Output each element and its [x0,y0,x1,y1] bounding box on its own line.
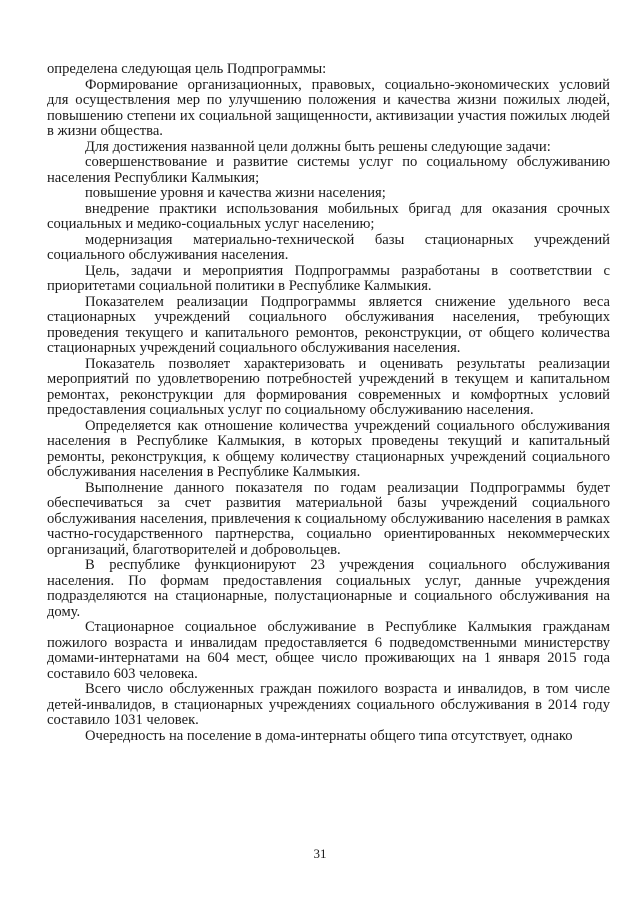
paragraph: Цель, задачи и мероприятия Подпрограммы разработаны в соответствии с приоритетами социальной политики в Республике Калмыкия. [47,262,610,294]
paragraph: В республике функционируют 23 учреждения социального обслуживания населения. По формам предоставления социальных услуг, данные учреждения подразделяются на стационарные, полустационарные и социального обслуживания на дому. [47,557,610,620]
paragraph: Показатель позволяет характеризовать и оценивать результаты реализации мероприятий по удовлетворению потребностей учреждений в текущем и капитальном ремонтах, реконструкции для формирования современных и комфортных условий предоставления социальных услуг по социальному обслуживанию населения. [47,355,610,418]
paragraph: Всего число обслуженных граждан пожилого возраста и инвалидов, в том числе детей-инвалидов, в стационарных учреждениях социального обслуживания в 2014 году составило 1031 человек. [47,681,610,728]
paragraph: определена следующая цель Подпрограммы: [47,61,327,77]
paragraph: Стационарное социальное обслуживание в Республике Калмыкия гражданам пожилого возраста и инвалидам предоставляется 6 подведомственными министерству домами-интернатами на 604 мест, общее число проживающих на 1 января 2015 года составило 603 человека. [47,619,610,682]
page-number: 31 [313,846,327,861]
paragraph: модернизация материально-технической базы стационарных учреждений социального обслуживания населения. [47,231,610,263]
paragraph: внедрение практики использования мобильных бригад для оказания срочных социальных и медико-социальных услуг населению; [47,200,610,232]
paragraph: повышение уровня и качества жизни населения; [85,185,386,201]
paragraph: Показателем реализации Подпрограммы является снижение удельного веса стационарных учреждений социального обслуживания населения, требующих проведения текущего и капитального ремонтов, реконструкции, от общего количества стационарных учреждений социального обслуживания населения. [47,293,610,356]
paragraph: Для достижения названной цели должны быть решены следующие задачи: [85,138,551,155]
paragraph: Формирование организационных, правовых, социально-экономических условий для осуществления мер по улучшению положения и качества жизни пожилых людей, повышению степени их социальной защищенности, активизации участия пожилых людей в жизни общества. [47,76,610,139]
paragraph: совершенствование и развитие системы услуг по социальному обслуживанию населения Республики Калмыкия; [47,154,610,186]
paragraph: Выполнение данного показателя по годам реализации Подпрограммы будет обеспечиваться за счет развития материальной базы учреждений социального обслуживания населения, привлечения к социальному обслуживанию населения в рамках частно-государственного партнерства, социально ориентированных некоммерческих организаций, благотворителей и добровольцев. [47,479,610,558]
document-body [47,62,610,744]
paragraph: Определяется как отношение количества учреждений социального обслуживания населения в Республике Калмыкия, в которых проведены текущий и капитальный ремонты, реконструкция, к общему количеству стационарных учреждений социального обслуживания населения в Республике Калмыкия. [47,417,610,480]
paragraph: Очередность на поселение в дома-интернаты общего типа отсутствует, однако [85,727,573,744]
